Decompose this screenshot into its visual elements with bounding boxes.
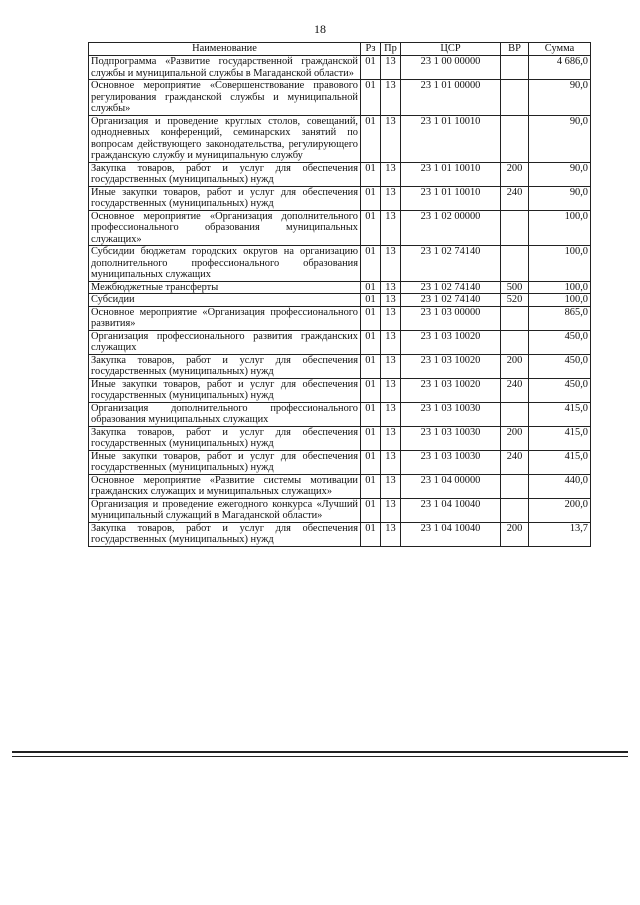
row-rz: 01 <box>361 246 381 282</box>
row-rz: 01 <box>361 162 381 186</box>
row-name: Подпрограмма «Развитие государственной гражданской службы и муниципальной службы в Магаданской области» <box>89 56 361 80</box>
row-rz: 01 <box>361 294 381 307</box>
row-pr: 13 <box>381 210 401 246</box>
table-row <box>89 162 591 186</box>
row-vr: 500 <box>501 281 529 294</box>
row-name: Иные закупки товаров, работ и услуг для обеспечения государственных (муниципальных) нужд <box>89 450 361 474</box>
row-sum: 450,0 <box>529 330 591 354</box>
bottom-divider-thin <box>12 756 628 757</box>
row-csr: 23 1 04 10040 <box>401 498 501 522</box>
row-sum: 90,0 <box>529 80 591 116</box>
row-rz: 01 <box>361 498 381 522</box>
row-vr: 200 <box>501 354 529 378</box>
row-pr: 13 <box>381 80 401 116</box>
header-vr: ВР <box>501 43 529 56</box>
row-pr: 13 <box>381 186 401 210</box>
row-csr: 23 1 03 10030 <box>401 402 501 426</box>
table-row <box>89 474 591 498</box>
row-csr: 23 1 02 00000 <box>401 210 501 246</box>
row-csr: 23 1 03 10020 <box>401 354 501 378</box>
table-header-row <box>89 43 591 56</box>
row-sum: 4 686,0 <box>529 56 591 80</box>
row-vr <box>501 402 529 426</box>
header-rz: Рз <box>361 43 381 56</box>
row-sum: 415,0 <box>529 426 591 450</box>
row-vr <box>501 246 529 282</box>
row-pr: 13 <box>381 402 401 426</box>
budget-table <box>88 42 591 547</box>
table-row <box>89 426 591 450</box>
row-rz: 01 <box>361 186 381 210</box>
row-pr: 13 <box>381 281 401 294</box>
row-name: Организация дополнительного профессионального образования муниципальных служащих <box>89 402 361 426</box>
row-sum: 865,0 <box>529 306 591 330</box>
table-row <box>89 378 591 402</box>
table-row <box>89 115 591 162</box>
row-csr: 23 1 02 74140 <box>401 294 501 307</box>
row-name: Иные закупки товаров, работ и услуг для обеспечения государственных (муниципальных) нужд <box>89 186 361 210</box>
table-row <box>89 402 591 426</box>
table-row <box>89 294 591 307</box>
table-row <box>89 210 591 246</box>
row-name: Основное мероприятие «Совершенствование правового регулирования гражданской службы и муниципальной службы» <box>89 80 361 116</box>
row-sum: 200,0 <box>529 498 591 522</box>
page-number: 18 <box>314 22 326 36</box>
row-pr: 13 <box>381 115 401 162</box>
row-sum: 90,0 <box>529 115 591 162</box>
row-csr: 23 1 03 10030 <box>401 426 501 450</box>
row-vr: 200 <box>501 426 529 450</box>
header-csr: ЦСР <box>401 43 501 56</box>
header-name: Наименование <box>89 43 361 56</box>
row-name: Закупка товаров, работ и услуг для обеспечения государственных (муниципальных) нужд <box>89 354 361 378</box>
row-vr <box>501 306 529 330</box>
row-pr: 13 <box>381 426 401 450</box>
row-pr: 13 <box>381 330 401 354</box>
row-name: Основное мероприятие «Организация профессионального развития» <box>89 306 361 330</box>
row-rz: 01 <box>361 306 381 330</box>
table-row <box>89 450 591 474</box>
row-sum: 100,0 <box>529 246 591 282</box>
row-pr: 13 <box>381 498 401 522</box>
table-row <box>89 56 591 80</box>
row-pr: 13 <box>381 378 401 402</box>
table-row <box>89 281 591 294</box>
row-vr: 240 <box>501 378 529 402</box>
row-csr: 23 1 01 10010 <box>401 186 501 210</box>
row-pr: 13 <box>381 246 401 282</box>
row-sum: 450,0 <box>529 354 591 378</box>
row-csr: 23 1 02 74140 <box>401 281 501 294</box>
row-name: Организация профессионального развития гражданских служащих <box>89 330 361 354</box>
row-sum: 415,0 <box>529 402 591 426</box>
row-rz: 01 <box>361 378 381 402</box>
row-vr: 240 <box>501 186 529 210</box>
row-sum: 415,0 <box>529 450 591 474</box>
row-rz: 01 <box>361 56 381 80</box>
row-rz: 01 <box>361 115 381 162</box>
row-rz: 01 <box>361 330 381 354</box>
row-pr: 13 <box>381 294 401 307</box>
row-name: Закупка товаров, работ и услуг для обеспечения государственных (муниципальных) нужд <box>89 522 361 546</box>
row-pr: 13 <box>381 354 401 378</box>
row-sum: 100,0 <box>529 294 591 307</box>
row-name: Организация и проведение круглых столов, совещаний, однодневных конференций, семинарских занятий по вопросам действующего законодательства, регулирующего гражданскую службу и муниципальную службу <box>89 115 361 162</box>
row-sum: 450,0 <box>529 378 591 402</box>
row-csr: 23 1 03 10020 <box>401 378 501 402</box>
row-pr: 13 <box>381 56 401 80</box>
row-csr: 23 1 03 10020 <box>401 330 501 354</box>
row-csr: 23 1 01 10010 <box>401 162 501 186</box>
row-pr: 13 <box>381 162 401 186</box>
header-pr: Пр <box>381 43 401 56</box>
row-vr <box>501 210 529 246</box>
row-name: Закупка товаров, работ и услуг для обеспечения государственных (муниципальных) нужд <box>89 426 361 450</box>
table-body <box>89 56 591 547</box>
row-csr: 23 1 00 00000 <box>401 56 501 80</box>
row-vr <box>501 330 529 354</box>
row-csr: 23 1 01 10010 <box>401 115 501 162</box>
table-row <box>89 306 591 330</box>
row-csr: 23 1 03 10030 <box>401 450 501 474</box>
table-row <box>89 522 591 546</box>
row-name: Основное мероприятие «Развитие системы мотивации гражданских служащих и муниципальных служащих» <box>89 474 361 498</box>
header-sum: Сумма <box>529 43 591 56</box>
row-name: Межбюджетные трансферты <box>89 281 361 294</box>
row-sum: 13,7 <box>529 522 591 546</box>
row-vr: 200 <box>501 162 529 186</box>
row-vr <box>501 474 529 498</box>
table-row <box>89 186 591 210</box>
table-row <box>89 330 591 354</box>
row-csr: 23 1 03 00000 <box>401 306 501 330</box>
row-csr: 23 1 01 00000 <box>401 80 501 116</box>
row-name: Организация и проведение ежегодного конкурса «Лучший муниципальный служащий в Магаданской области» <box>89 498 361 522</box>
row-vr <box>501 115 529 162</box>
table-row <box>89 354 591 378</box>
row-sum: 90,0 <box>529 162 591 186</box>
table-row <box>89 80 591 116</box>
row-sum: 100,0 <box>529 281 591 294</box>
row-name: Закупка товаров, работ и услуг для обеспечения государственных (муниципальных) нужд <box>89 162 361 186</box>
row-rz: 01 <box>361 354 381 378</box>
table-row <box>89 498 591 522</box>
row-pr: 13 <box>381 450 401 474</box>
row-name: Иные закупки товаров, работ и услуг для обеспечения государственных (муниципальных) нужд <box>89 378 361 402</box>
row-sum: 90,0 <box>529 186 591 210</box>
row-rz: 01 <box>361 450 381 474</box>
row-vr: 200 <box>501 522 529 546</box>
bottom-divider <box>12 751 628 753</box>
row-rz: 01 <box>361 522 381 546</box>
row-pr: 13 <box>381 306 401 330</box>
row-sum: 100,0 <box>529 210 591 246</box>
row-sum: 440,0 <box>529 474 591 498</box>
row-rz: 01 <box>361 474 381 498</box>
row-vr <box>501 56 529 80</box>
row-vr: 240 <box>501 450 529 474</box>
row-rz: 01 <box>361 210 381 246</box>
row-rz: 01 <box>361 402 381 426</box>
row-pr: 13 <box>381 474 401 498</box>
row-vr: 520 <box>501 294 529 307</box>
row-vr <box>501 80 529 116</box>
row-name: Субсидии <box>89 294 361 307</box>
table-row <box>89 246 591 282</box>
row-rz: 01 <box>361 426 381 450</box>
row-csr: 23 1 02 74140 <box>401 246 501 282</box>
row-rz: 01 <box>361 281 381 294</box>
row-rz: 01 <box>361 80 381 116</box>
row-pr: 13 <box>381 522 401 546</box>
row-csr: 23 1 04 00000 <box>401 474 501 498</box>
row-csr: 23 1 04 10040 <box>401 522 501 546</box>
row-vr <box>501 498 529 522</box>
row-name: Основное мероприятие «Организация дополнительного профессионального образования муниципальных служащих» <box>89 210 361 246</box>
row-name: Субсидии бюджетам городских округов на организацию дополнительного профессионального образования муниципальных служащих <box>89 246 361 282</box>
